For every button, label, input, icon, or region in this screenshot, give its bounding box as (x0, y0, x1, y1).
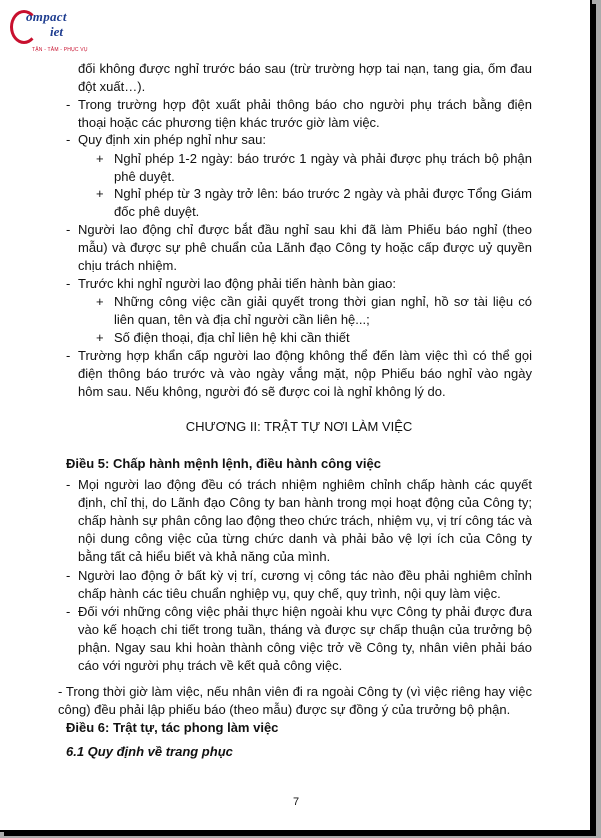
list-item (66, 96, 532, 132)
list-item (66, 131, 532, 149)
list-item-text: Người lao động ở bất kỳ vị trí, cương vị công tác nào đều phải nghiêm chỉnh chấp hành các tiêu chuẩn nghiệp vụ, quy chế, quy trình, nội quy làm việc. (78, 568, 532, 601)
dash-marker: - (66, 604, 71, 619)
paragraph-continuation: đối không được nghỉ trước báo sau (trừ trường hợp tai nạn, tang gia, ốm đau đột xuất…). (78, 61, 532, 94)
section-6-1-heading: 6.1 Quy định về trang phục (66, 744, 233, 759)
list-item (66, 603, 532, 675)
compact-viet-logo (8, 4, 98, 56)
list-item-text: Người lao động chỉ được bắt đầu nghỉ sau khi đã làm Phiếu báo nghỉ (theo mẫu) và được sự phê chuẩn của Lãnh đạo Công ty hoặc cấp được uỷ quyền chịu trách nhiệm. (78, 222, 532, 273)
dash-marker: - (66, 276, 71, 291)
dash-marker: - (66, 348, 71, 363)
sub-list-item-text: Nghỉ phép từ 3 ngày trở lên: báo trước 2 ngày và phải được Tổng Giám đốc phê duyệt. (114, 186, 532, 219)
dash-marker: - (66, 97, 71, 112)
chapter-heading: CHƯƠNG II: TRẬT TỰ NƠI LÀM VIỆC (185, 419, 413, 434)
list-item-text: Mọi người lao động đều có trách nhiệm nghiêm chỉnh chấp hành các quyết định, chỉ thị, do Lãnh đạo Công ty ban hành trong mọi hoạt động của Công ty; chấp hành sự phân công lao động theo chức trách, nhiệm vụ, vị trí công tác và nội dung công việc của từng chức danh và phải bảo vệ lợi ích của Công ty bằng tất cả hiểu biết và khả năng của mình. (78, 477, 532, 564)
plus-marker: + (96, 294, 104, 309)
sub-list-item (96, 329, 532, 347)
paragraph-outside-work: - Trong thời giờ làm việc, nếu nhân viên đi ra ngoài Công ty (vì việc riêng hay việc công) đều phải lập phiếu báo (theo mẫu) được sự đồng ý của trưởng bộ phận. (58, 684, 532, 717)
list-item (66, 347, 532, 401)
article-6-heading: Điều 6: Trật tự, tác phong làm việc (66, 720, 279, 735)
list-item-text: Trong trường hợp đột xuất phải thông báo cho người phụ trách bằng điện thoại hoặc các phương tiện khác trước giờ làm việc. (78, 97, 532, 130)
page-number: 7 (292, 796, 300, 808)
sub-list-item (96, 185, 532, 221)
sub-list-item-text: Nghỉ phép 1-2 ngày: báo trước 1 ngày và phải được phụ trách bộ phận phê duyệt. (114, 151, 532, 184)
plus-marker: + (96, 330, 104, 345)
plus-marker: + (96, 151, 104, 166)
dash-marker: - (66, 568, 71, 583)
logo-word-compact: ompact (26, 9, 67, 24)
dash-marker: - (66, 222, 71, 237)
sub-list-item (96, 150, 532, 186)
dash-marker: - (66, 132, 71, 147)
page-shadow-right (592, 4, 596, 836)
page-shadow-bottom (4, 832, 596, 836)
logo-word-viet: iet (50, 24, 63, 39)
plus-marker: + (96, 186, 104, 201)
article-5-heading: Điều 5: Chấp hành mệnh lệnh, điều hành công việc (66, 456, 381, 471)
sub-list-item-text: Số điện thoại, địa chỉ liên hệ khi cần thiết (114, 330, 350, 345)
list-item (66, 567, 532, 603)
list-item (66, 221, 532, 275)
list-item-text: Trường hợp khẩn cấp người lao động không thể đến làm việc thì có thể gọi điện thông báo trước và vào ngày vắng mặt, nộp Phiếu báo nghỉ vào ngày hôm sau. Nếu không, người đó sẽ được coi là nghỉ không lý do. (78, 348, 532, 399)
list-item (66, 476, 532, 566)
list-item-text: Trước khi nghỉ người lao động phải tiến hành bàn giao: (78, 276, 397, 291)
list-item-text: Quy định xin phép nghỉ như sau: (78, 132, 266, 147)
list-item-text: Đối với những công việc phải thực hiện ngoài khu vực Công ty phải được đưa vào kế hoạch chi tiết trong tuần, tháng và được sự chấp thuận của trưởng bộ phận. Ngay sau khi hoàn thành công việc trở về Công ty, nhân viên phải báo cáo với người phụ trách về kết quả công việc. (78, 604, 532, 673)
sub-list-item (96, 293, 532, 329)
logo-tagline: TẬN - TÂM - PHỤC VỤ (32, 47, 88, 53)
list-item (66, 275, 532, 293)
sub-list-item-text: Những công việc cần giải quyết trong thời gian nghỉ, hồ sơ tài liệu có liên quan, tên và địa chỉ người cần liên hệ...; (114, 294, 532, 327)
dash-marker: - (66, 477, 71, 492)
